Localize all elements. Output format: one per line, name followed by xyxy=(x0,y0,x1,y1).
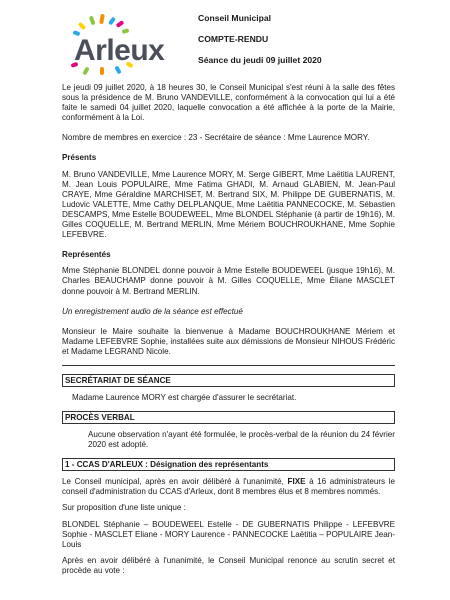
intro-paragraph: Le jeudi 09 juillet 2020, à 18 heures 30, le Conseil Municipal s'est réuni à la salle des fêtes sous la présidence de M. Bruno VANDEVILLE, conformément à la convocation qui lui a été faite le samedi 04 juillet 2020, laquelle convocation a été affichée à la porte de la Mairie, conformément à la Loi. xyxy=(62,83,395,123)
ccas-p1-text: Le Conseil municipal, après en avoir délibéré à l'unanimité, xyxy=(62,477,288,487)
secretariat-heading: SECRÉTARIAT DE SÉANCE xyxy=(62,374,395,387)
header-title: Conseil Municipal xyxy=(198,13,272,23)
ccas-p1-text-after: à 16 administrateurs le conseil d'administration du CCAS d'Arleux, dont 8 membres élus et 8 membres nommés. xyxy=(62,477,395,497)
header-subtitle: COMPTE-RENDU xyxy=(198,33,269,44)
presents-heading: Présents xyxy=(62,153,97,163)
presents-list: M. Bruno VANDEVILLE, Mme Laurence MORY, M. Serge GIBERT, Mme Laëtitia LAURENT, M. Jean Louis POPULAIRE, Mme Fatima GHADI, M. Arnaud GLABIEN, M. Jean-Paul CRAYE, Mme Géraldine MARCHISET, M. Bertrand SIX, M. Philippe DE GUBERNATIS, M. Ludovic VALETTE, Mme Cathy DELPLANQUE, Mme Laëtitia PANNECOCKE, M. Sébastien DESCAMPS, Mme Estelle BOUDEWEEL, Mme BLONDEL Stéphanie (à partir de 19h16), M. Gilles COQUELLE, M. Bertrand MERLIN, Mme Mériem BOUCHROUKHANE, Mme Sophie LEFEBVRE. xyxy=(62,169,395,240)
logo-text: Arleux xyxy=(74,34,165,67)
ccas-paragraph-4: Après en avoir délibéré à l'unanimité, le Conseil Municipal renonce au scrutin secret et procède au vote : xyxy=(62,555,395,575)
representes-list: Mme Stéphanie BLONDEL donne pouvoir à Mme Estelle BOUDEWEEL (jusque 19h16), M. Charles BEAUCHAMP donne pouvoir à M. Gilles COQUELLE, Mme Éliane MASCLET donne pouvoir à M. Bertrand MERLIN. xyxy=(62,266,395,296)
recording-note: Un enregistrement audio de la séance est effectué xyxy=(62,306,243,316)
ccas-paragraph-1 xyxy=(62,477,395,497)
ccas-heading: 1 - CCAS D'ARLEUX : Désignation des représentants xyxy=(62,458,395,471)
document-header xyxy=(198,14,322,66)
secretariat-text: Madame Laurence MORY est chargée d'assurer le secrétariat. xyxy=(72,392,297,402)
proces-verbal-heading: PROCÈS VERBAL xyxy=(62,411,395,424)
section-divider xyxy=(62,365,395,366)
ccas-paragraph-3: BLONDEL Stéphanie – BOUDEWEEL Estelle - DE GUBERNATIS Philippe - LEFEBVRE Sophie - MASCLET Eliane - MORY Laurence - PANNECOCKE Laëtitia – POPULAIRE Jean-Louis xyxy=(62,519,395,549)
ccas-p1-bold: FIXE xyxy=(287,477,306,487)
proces-verbal-text: Aucune observation n'ayant été formulée, le procès-verbal de la réunion du 24 février 2020 est adopté. xyxy=(88,430,395,450)
arleux-logo xyxy=(64,14,174,76)
welcome-paragraph: Monsieur le Maire souhaite la bienvenue à Madame BOUCHROUKHANE Mériem et Madame LEFEBVRE Sophie, installées suite aux démissions de Monsieur NIHOUS Frédéric et Madame LEGRAND Nicole. xyxy=(62,326,395,356)
ccas-paragraph-2: Sur proposition d'une liste unique : xyxy=(62,503,186,513)
representes-heading: Représentés xyxy=(62,250,111,260)
header-session: Séance du jeudi 09 juillet 2020 xyxy=(198,54,322,65)
members-line: Nombre de membres en exercice : 23 - Secrétaire de séance : Mme Laurence MORY. xyxy=(62,133,370,143)
document-body xyxy=(62,83,395,576)
